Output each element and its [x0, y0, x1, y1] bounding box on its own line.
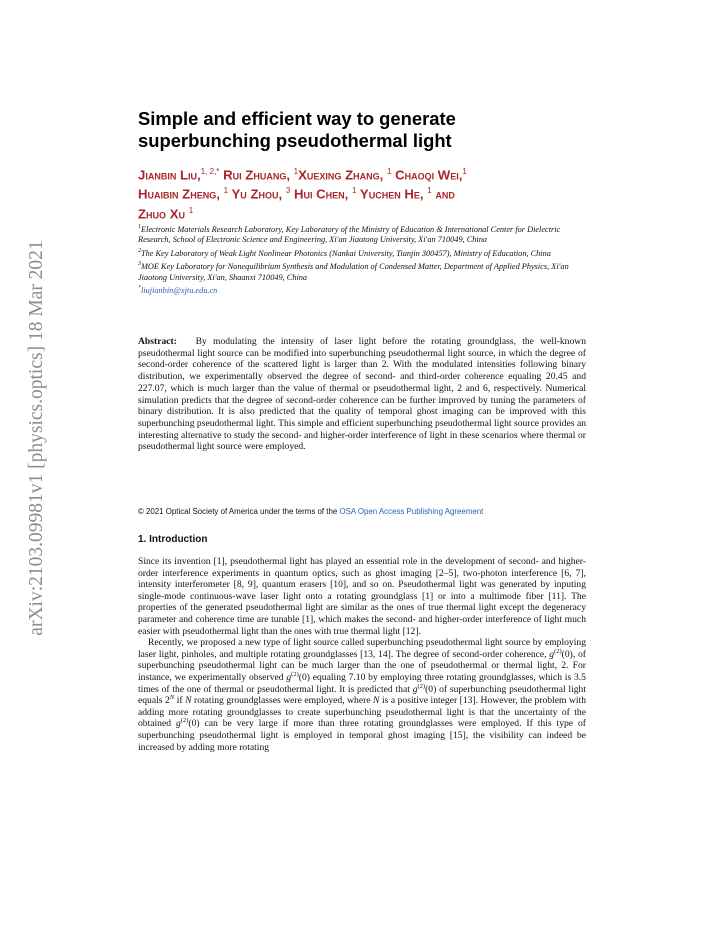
- author-name: Hui Chen,: [293, 186, 349, 202]
- math-arg: (0): [298, 671, 310, 683]
- text-run: is a positive integer [13]. However, the problem with adding more rotating groundglasses to create superbunching pseudothermal light is that the uncertainty of the obtained: [138, 695, 586, 730]
- author-affil-sup: 1: [293, 167, 299, 176]
- text-run: if: [176, 695, 183, 707]
- affiliation-sup: 2: [138, 247, 141, 254]
- author-affil-sup: 1: [462, 167, 467, 176]
- affiliation: [138, 246, 588, 259]
- title-line-2: superbunching pseudothermal light: [138, 130, 452, 151]
- math-sup-n: N: [169, 693, 175, 701]
- author-name: Xuexing Zhang,: [298, 167, 384, 183]
- text-run: can be very large if more than three rotating groundglasses were employed. If this type of superbunching pseudothermal light is employed in temporal ghost imaging [15], the visibility can indeed be increased by adding more rotating: [138, 718, 586, 753]
- text-run: , of superbunching pseudothermal light can be much larger than the one of pseudothermal or thermal light, 2. For instance, we experimentally observed: [138, 648, 586, 683]
- email-sup: *: [138, 285, 141, 292]
- math-n: N: [185, 695, 192, 707]
- author-affil-sup: 1: [188, 205, 194, 215]
- affiliation: [138, 259, 588, 283]
- affiliation-text: Electronic Materials Research Laboratory, Key Laboratory of the Ministry of Education & International Center for Dielectric Research, School of Electronic Science and Engineering, Xi'an Jiaotong University, Xi'an 710049, China: [138, 224, 561, 245]
- affiliations: [138, 222, 588, 297]
- math-arg: (0): [561, 648, 573, 660]
- math-arg: (0): [425, 683, 437, 695]
- author-list: [138, 164, 588, 222]
- arxiv-sidebar-stamp: [4, 218, 62, 658]
- abstract-label: Abstract:: [138, 336, 177, 347]
- email-link[interactable]: liujianbin@xjtu.edu.cn: [141, 286, 218, 296]
- author-name: Jianbin Liu,: [138, 167, 201, 183]
- author-affil-sup: 1: [427, 186, 432, 196]
- paragraph: [138, 637, 586, 753]
- author-affil-sup: 1, 2,*: [200, 167, 220, 176]
- section-heading: 1. Introduction: [138, 534, 208, 545]
- text-run: rotating groundglasses were employed, where: [194, 695, 371, 707]
- abstract-text: By modulating the intensity of laser light before the rotating groundglass, the well-known pseudothermal light source can be modified into superbunching pseudothermal light source, in which the degree of second-order coherence of the scattered light is larger than 2. With the modulated intensities following binary distribution, we experimentally observed the degree of second- and third-order coherence equaling 20.45 and 227.07, which is much larger than the value of thermal or pseudothermal light, 2 and 6, respectively. Numerical simulation predicts that the degree of second-order coherence can be further improved by tuning the parameters of binary distribution. It is also predicted that the quality of temporal ghost imaging can be improved with this superbunching pseudothermal light. This simple and efficient superbunching pseudothermal light source provides an interesting alternative to study the second- and higher-order interference of light in these scenarios where thermal or pseudothermal light source were employed.: [138, 336, 586, 453]
- introduction-body: [138, 556, 586, 753]
- math-sup: (2): [291, 670, 299, 678]
- author-name: Yuchen He,: [359, 186, 424, 202]
- abstract: [138, 336, 586, 453]
- author-affil-sup: 3: [285, 186, 291, 196]
- math-arg: (0): [188, 718, 200, 730]
- affiliation-sup: 1: [138, 224, 141, 230]
- affiliation-text: The Key Laboratory of Weak Light Nonlinear Photonics (Nankai University, Tianjin 300457), Ministry of Education, China: [141, 248, 551, 258]
- math-g: g: [549, 648, 555, 660]
- math-sup: (2): [180, 717, 189, 725]
- math-sup: (2): [554, 647, 562, 655]
- arxiv-id-text: arXiv:2103.09981v1 [physics.optics] 18 Mar 2021: [26, 240, 47, 636]
- math-g: g: [286, 671, 292, 683]
- text-run: equaling 7.10 by employing three rotating groundglasses, which is 3.5 times of the one of thermal or pseudothermal light. It is predicted that: [138, 671, 586, 695]
- affiliation: [138, 222, 588, 246]
- paragraph: Since its invention [1], pseudothermal light has played an essential role in the development of second- and higher-order interference experiments in quantum optics, such as ghost imaging [2–5], two-photon interference [6, 7], intensity interferometer [8, 9], quantum erasers [10], and so on. Pseudothermal light was generated by inputing single-mode continuous-wave laser light onto a rotating groundglass [1] or into a multimode fiber [11]. The properties of the generated pseudothermal light are similar as the ones of true thermal light except the degeneracy parameter and coherence time are tunable [1], which makes the second- and higher-order interference of light much easier with pseudothermal light than the ones with true thermal light [12].: [138, 556, 586, 637]
- math-sup: (2): [417, 682, 426, 690]
- author-name: Chaoqi Wei,: [395, 167, 463, 183]
- author-affil-sup: 1: [352, 186, 357, 196]
- math-n: N: [373, 695, 380, 707]
- author-affil-sup: 1: [386, 167, 392, 176]
- copyright-notice: [138, 507, 588, 517]
- affiliation-sup: 3: [138, 261, 141, 268]
- title-line-1: Simple and efficient way to generate: [138, 108, 456, 129]
- author-name: Huaibin Zheng,: [138, 186, 220, 202]
- math-two: 2: [165, 695, 170, 707]
- author-conjunction: and: [435, 186, 455, 202]
- text-run: Recently, we proposed a new type of light source called superbunching pseudothermal light source by employing laser light, pinholes, and multiple rotating groundglasses [13, 14]. The degree of second-order coherence,: [138, 637, 586, 660]
- math-g: g: [175, 718, 181, 730]
- paper-title: [138, 108, 586, 152]
- text-run: of superbunching pseudothermal light equals: [138, 683, 586, 707]
- email-line: [138, 283, 588, 296]
- affiliation-text: MOE Key Laboratory for Nonequilibrium Synthesis and Modulation of Condensed Matter, Department of Applied Physics, Xi'an Jiaotong University, Xi'an, Shaanxi 710049, China: [138, 262, 569, 282]
- license-link[interactable]: OSA Open Access Publishing Agreement: [339, 507, 484, 516]
- copyright-text: © 2021 Optical Society of America under the terms of the: [138, 507, 338, 516]
- math-g: g: [412, 683, 418, 695]
- author-affil-sup: 1: [223, 186, 229, 196]
- author-name: Yu Zhou,: [231, 186, 283, 202]
- author-name: Zhuo Xu: [138, 206, 186, 222]
- author-name: Rui Zhuang,: [223, 167, 290, 183]
